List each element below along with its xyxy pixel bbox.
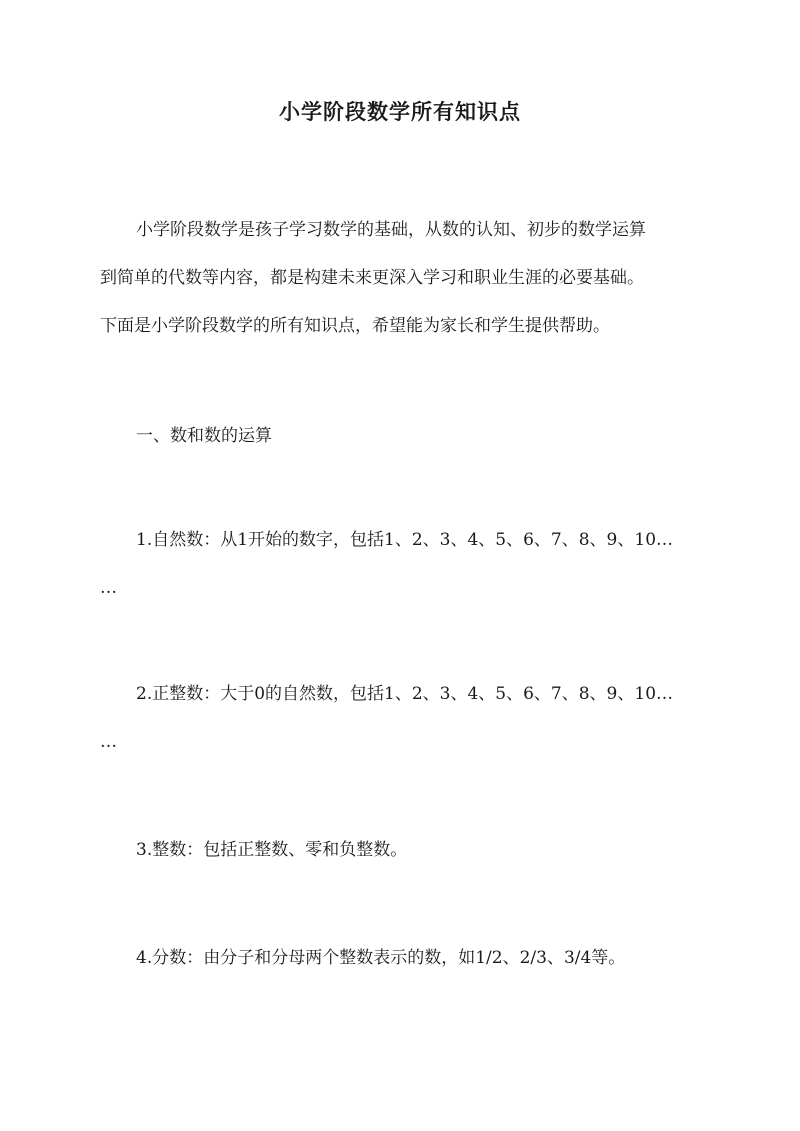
list-item: [100, 516, 704, 612]
list-item: [100, 934, 704, 982]
list-item-text: 4.分数：由分子和分母两个整数表示的数，如1/2、2/3、3/4等。: [136, 948, 626, 968]
document-title: 小学阶段数学所有知识点: [279, 99, 521, 124]
list-item-text: 3.整数：包括正整数、零和负整数。: [136, 840, 408, 860]
list-item: [100, 826, 704, 874]
intro-line-2: 到简单的代数等内容，都是构建未来更深入学习和职业生涯的必要基础。: [100, 268, 644, 288]
intro-line-3: 下面是小学阶段数学的所有知识点，希望能为家长和学生提供帮助。: [100, 316, 610, 336]
list-item-continuation: …: [100, 578, 117, 598]
section-heading: 一、数和数的运算: [136, 426, 272, 446]
list-item: [100, 670, 704, 766]
list-item-text: 1.自然数：从1开始的数字，包括1、2、3、4、5、6、7、8、9、10…: [136, 530, 674, 550]
list-item-continuation: …: [100, 732, 117, 752]
list-item-text: 2.正整数：大于0的自然数，包括1、2、3、4、5、6、7、8、9、10…: [136, 684, 674, 704]
intro-paragraph: [100, 206, 704, 350]
intro-line-1: 小学阶段数学是孩子学习数学的基础，从数的认知、初步的数学运算: [136, 220, 646, 240]
